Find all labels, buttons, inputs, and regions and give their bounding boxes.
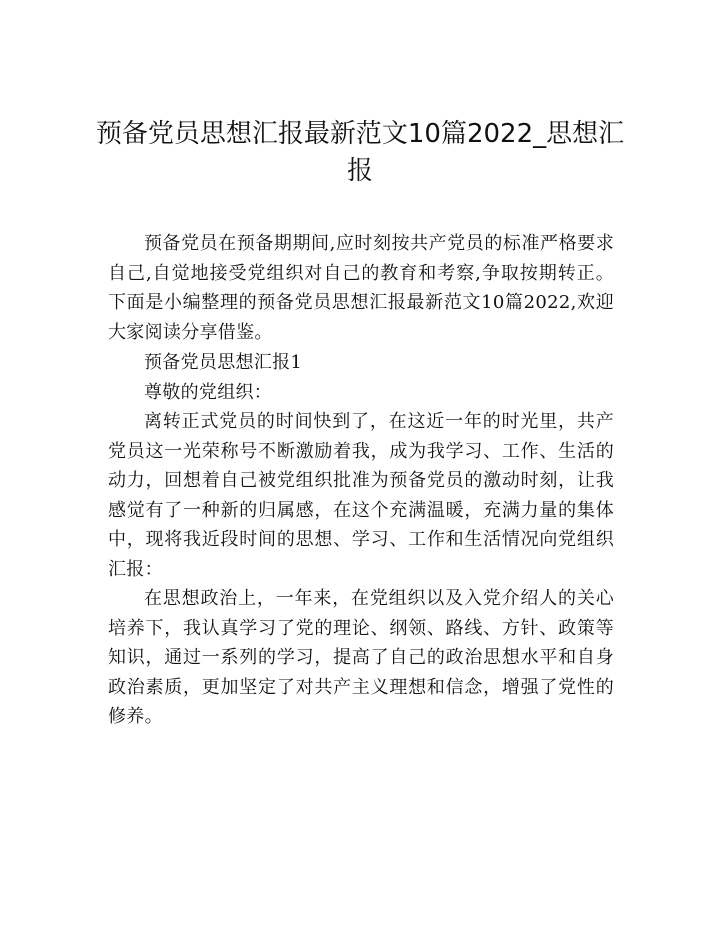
document-title: 预备党员思想汇报最新范文10篇2022_思想汇报	[95, 119, 625, 186]
intro-paragraph: 预备党员在预备期期间,应时刻按共产党员的标准严格要求自己,自觉地接受党组织对自己的教育和考察,争取按期转正。下面是小编整理的预备党员思想汇报最新范文10篇2022,欢迎大家阅读分享借鉴。	[108, 233, 614, 343]
body-paragraph: 离转正式党员的时间快到了，在这近一年的时光里，共产党员这一光荣称号不断激励着我，成为我学习、工作、生活的动力，回想着自己被党组织批准为预备党员的激动时刻，让我感觉有了一种新的归属感，在这个充满温暖，充满力量的集体中，现将我近段时间的思想、学习、工作和生活情况向党组织汇报：	[108, 411, 614, 580]
document-body	[108, 229, 614, 732]
salutation: 尊敬的党组织：	[144, 381, 273, 403]
body-paragraph: 在思想政治上，一年来，在党组织以及入党介绍人的关心培养下，我认真学习了党的理论、纲领、路线、方针、政策等知识，通过一系列的学习，提高了自己的政治思想水平和自身政治素质，更加坚定了对共产主义理想和信念，增强了党性的修养。	[108, 588, 614, 727]
section-heading: 预备党员思想汇报1	[144, 352, 303, 373]
